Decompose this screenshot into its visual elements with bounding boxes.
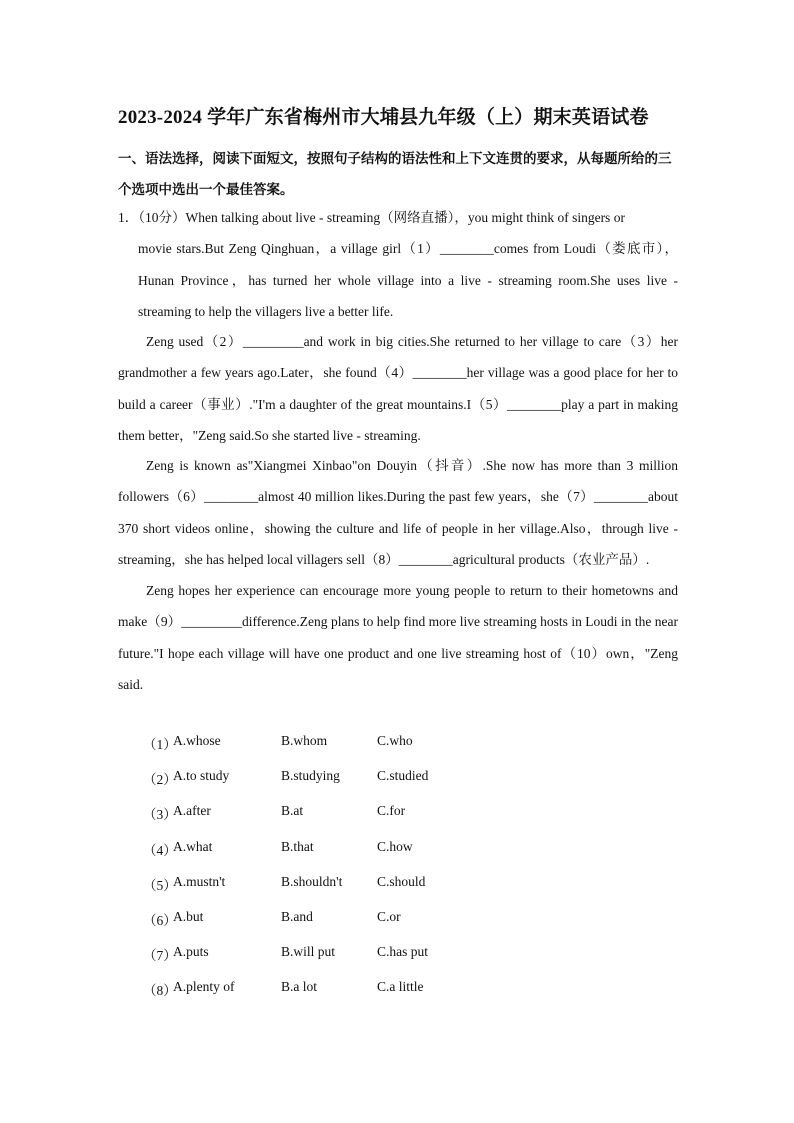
- option-a: A.puts: [173, 944, 209, 960]
- option-b: B.will put: [281, 944, 336, 960]
- option-row: [143, 733, 497, 768]
- option-a: A.to study: [173, 768, 230, 784]
- option-c: C.or: [377, 908, 401, 924]
- option-a: A.but: [173, 908, 204, 924]
- section-heading: 一、语法选择，阅读下面短文，按照句子结构的语法性和上下文连贯的要求，从每题所给的三个选项中选出一个最佳答案。: [118, 151, 672, 197]
- option-number: （4）: [143, 842, 177, 858]
- option-row: [143, 909, 497, 944]
- option-b: B.and: [281, 908, 313, 924]
- options-list: [143, 733, 497, 1015]
- option-number: （2）: [143, 772, 177, 788]
- option-c: C.has put: [377, 944, 429, 960]
- option-c: C.a little: [377, 979, 424, 995]
- option-row: [143, 768, 497, 803]
- option-number: （3）: [143, 807, 177, 823]
- option-c: C.who: [377, 733, 413, 748]
- option-b: B.studying: [281, 768, 340, 784]
- option-c: C.studied: [377, 768, 429, 784]
- passage-paragraph-1: [118, 202, 678, 327]
- option-b: B.at: [281, 803, 304, 819]
- option-a: A.what: [173, 838, 213, 854]
- option-number: （8）: [143, 983, 177, 999]
- option-a: A.whose: [173, 733, 221, 748]
- option-row: [143, 839, 497, 874]
- option-c: C.should: [377, 873, 426, 889]
- option-b: B.a lot: [281, 979, 317, 995]
- question-number: 1．: [118, 210, 139, 225]
- option-b: B.that: [281, 838, 314, 854]
- option-b: B.whom: [281, 733, 328, 748]
- option-row: [143, 803, 497, 838]
- question-points: （10分）: [138, 210, 186, 225]
- option-number: （5）: [143, 877, 177, 893]
- option-c: C.for: [377, 803, 406, 819]
- passage-text-1: movie stars.But Zeng Qinghuan，a village girl（1）________comes from Loudi（娄底市），Hunan Province，has turned her whole village into a live - streaming room.She uses live - streaming to help the villagers live a better life.: [138, 241, 678, 319]
- passage-paragraph-2: Zeng used（2）_________and work in big cities.She returned to her village to care（3）her grandmother a few years ago.Later，she found（4）________her village was a good place for her to build a career（事业）."I'm a daughter of the great mountains.I（5）________play a part in making them better，"Zeng said.So she started live - streaming.: [118, 334, 678, 443]
- option-a: A.after: [173, 803, 211, 819]
- option-number: （6）: [143, 912, 177, 928]
- passage-paragraph-3: Zeng is known as"Xiangmei Xinbao"on Douyin（抖音）.She now has more than 3 million followers（6）________almost 40 million likes.During the past few years，she（7）________about 370 short videos online，showing the culture and life of people in her village.Also，through live - streaming，she has helped local villagers sell（8）________agricultural products（农业产品）.: [118, 458, 678, 567]
- exam-title: 2023-2024 学年广东省梅州市大埔县九年级（上）期末英语试卷: [118, 107, 649, 128]
- option-b: B.shouldn't: [281, 873, 343, 889]
- option-row: [143, 979, 497, 1014]
- passage-paragraph-4: Zeng hopes her experience can encourage more young people to return to their hometowns and make（9）_________difference.Zeng plans to help find more live streaming hosts in Loudi in the near future."I hope each village will have one product and one live streaming host of（10）own，"Zeng said.: [118, 583, 678, 692]
- option-number: （1）: [143, 737, 177, 752]
- option-a: A.mustn't: [173, 873, 226, 889]
- option-number: （7）: [143, 948, 177, 964]
- passage-line-1: When talking about live - streaming（网络直播），you might think of singers or: [185, 210, 625, 225]
- option-a: A.plenty of: [173, 979, 235, 995]
- option-c: C.how: [377, 838, 413, 854]
- option-row: [143, 944, 497, 979]
- option-row: [143, 874, 497, 909]
